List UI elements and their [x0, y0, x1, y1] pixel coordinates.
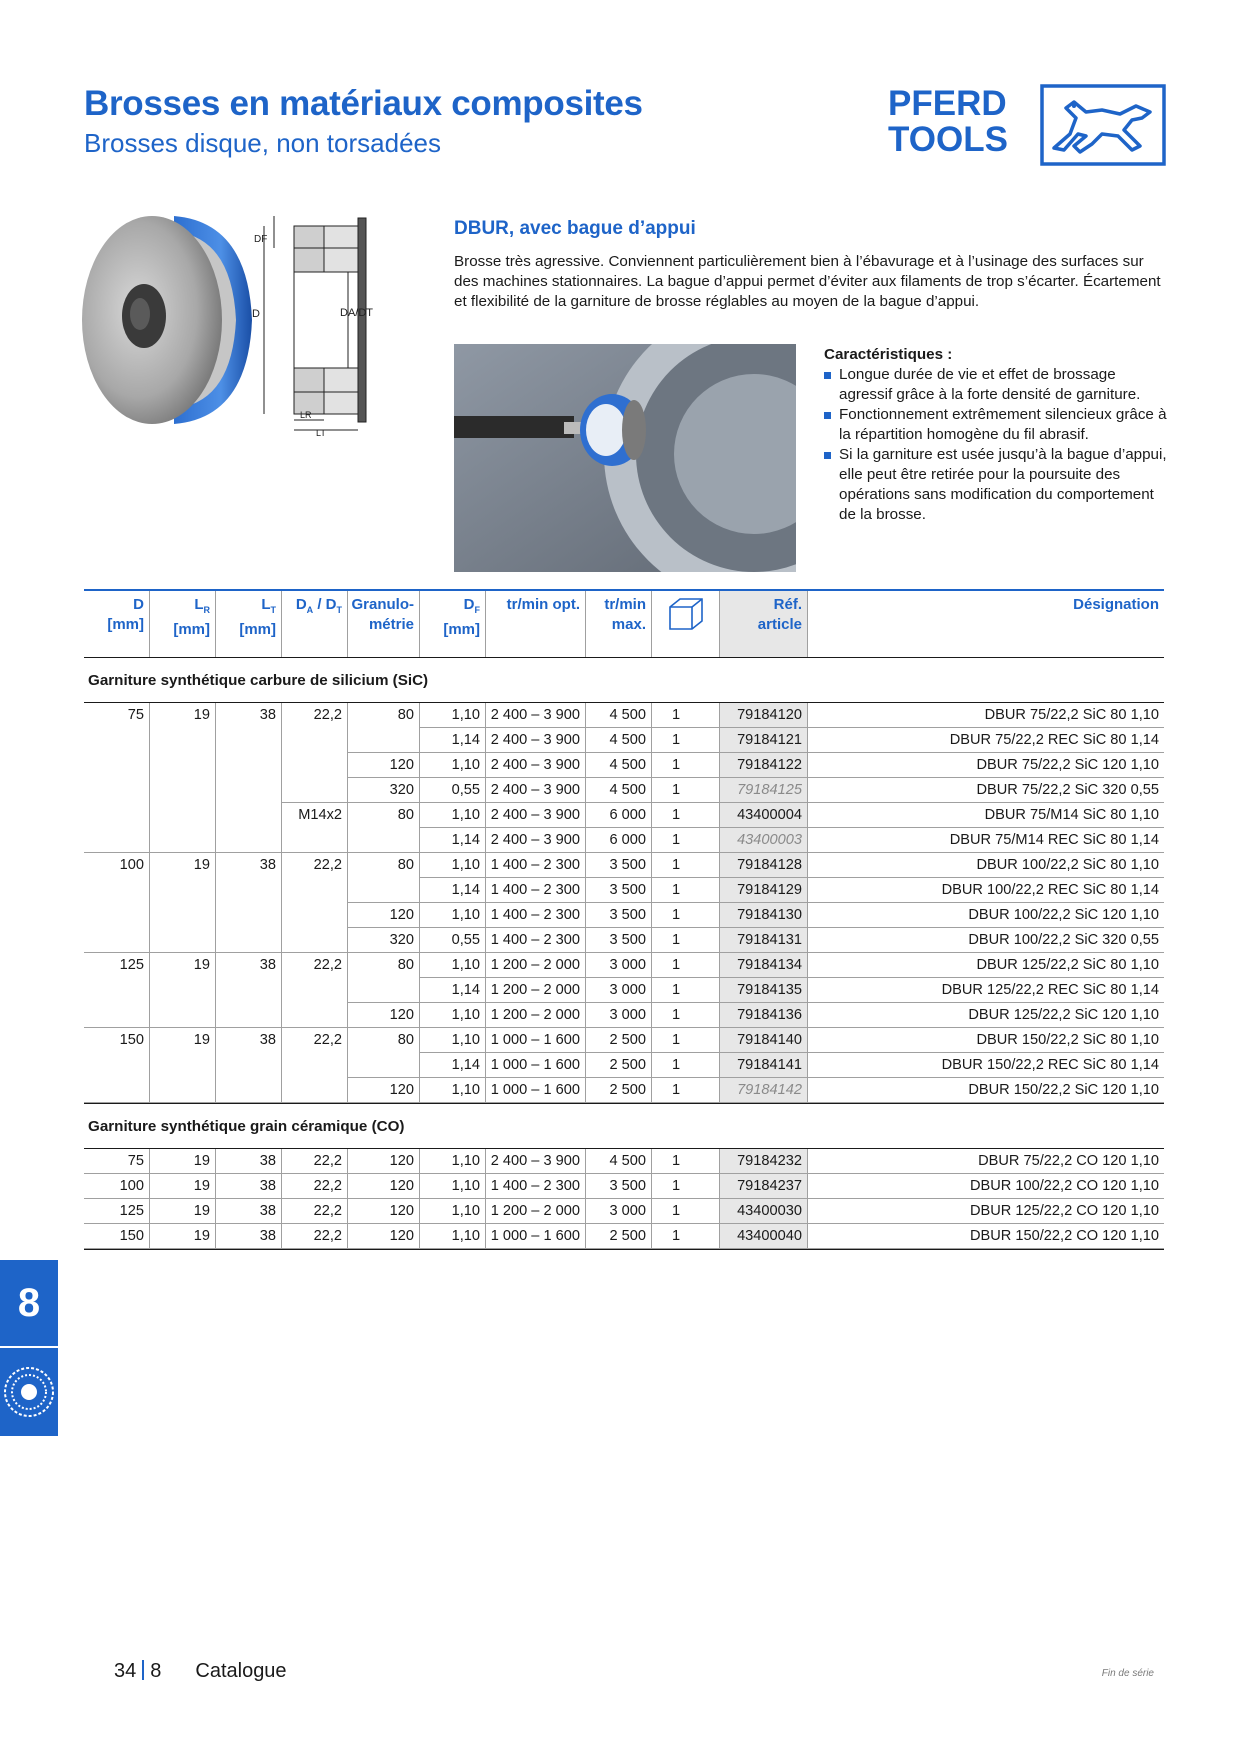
cell-pack: 1	[652, 1028, 720, 1053]
table-row	[84, 1003, 1164, 1028]
cell-da	[282, 753, 348, 778]
cell-ref: 79184141	[720, 1053, 808, 1078]
features-box	[824, 345, 1169, 525]
cell-lt	[216, 753, 282, 778]
cell-da: 22,2	[282, 1224, 348, 1249]
cell-da	[282, 828, 348, 853]
cell-da	[282, 1053, 348, 1078]
col-rpm-max: tr/min max.	[586, 591, 652, 657]
table-row	[84, 1224, 1164, 1249]
cell-d: 125	[84, 1199, 150, 1224]
cell-lt	[216, 803, 282, 828]
cell-pack: 1	[652, 778, 720, 803]
cell-da: 22,2	[282, 1199, 348, 1224]
cell-lt: 38	[216, 1028, 282, 1053]
page-subtitle: Brosses disque, non torsadées	[84, 128, 441, 158]
table-row	[84, 953, 1164, 978]
table-body-co	[84, 1148, 1164, 1250]
cell-df: 1,10	[420, 753, 486, 778]
cell-lr	[150, 803, 216, 828]
cell-pack: 1	[652, 978, 720, 1003]
cell-lt	[216, 903, 282, 928]
cell-grit	[348, 1053, 420, 1078]
logo-wordmark: PFERD TOOLS	[888, 84, 1008, 159]
col-ref: Réf. article	[720, 591, 808, 657]
cell-max: 3 000	[586, 978, 652, 1003]
product-description: Brosse très agressive. Conviennent particulièrement bien à l’ébavurage et à l’usinage des surfaces sur des machines stationnaires. La bague d’appui permet d’éviter aux filaments de trop s’écarter. Écartement et flexibilité de la garniture de brosse réglables au moyen de la bague d’appui.	[454, 253, 1161, 310]
cell-lr	[150, 828, 216, 853]
cell-ref: 79184237	[720, 1174, 808, 1199]
package-icon	[666, 595, 706, 635]
col-d: D [mm]	[84, 591, 150, 657]
cell-max: 2 500	[586, 1224, 652, 1249]
cell-d: 100	[84, 1174, 150, 1199]
cell-grit: 80	[348, 803, 420, 828]
cell-da	[282, 928, 348, 953]
footer-separator	[142, 1660, 144, 1680]
cell-max: 4 500	[586, 1149, 652, 1174]
cell-lt	[216, 878, 282, 903]
table-row	[84, 928, 1164, 953]
cell-lt	[216, 928, 282, 953]
cell-lr: 19	[150, 1149, 216, 1174]
cell-lr: 19	[150, 1199, 216, 1224]
cell-df: 1,10	[420, 703, 486, 728]
cell-rpm: 1 400 – 2 300	[486, 878, 586, 903]
cell-lt: 38	[216, 1149, 282, 1174]
cell-ref: 43400004	[720, 803, 808, 828]
cell-ref: 79184232	[720, 1149, 808, 1174]
cell-pack: 1	[652, 953, 720, 978]
cell-df: 1,14	[420, 978, 486, 1003]
cell-d	[84, 803, 150, 828]
cell-grit: 120	[348, 1174, 420, 1199]
cell-max: 3 500	[586, 853, 652, 878]
cell-pack: 1	[652, 853, 720, 878]
cell-max: 2 500	[586, 1078, 652, 1103]
cell-df: 1,10	[420, 1174, 486, 1199]
cell-grit: 120	[348, 1199, 420, 1224]
table-row	[84, 1078, 1164, 1103]
cell-rpm: 1 000 – 1 600	[486, 1028, 586, 1053]
cell-da	[282, 778, 348, 803]
cell-lt	[216, 728, 282, 753]
cell-da: 22,2	[282, 853, 348, 878]
cell-lr	[150, 878, 216, 903]
cell-grit: 120	[348, 1078, 420, 1103]
cell-df: 1,14	[420, 1053, 486, 1078]
cell-grit: 80	[348, 703, 420, 728]
cell-lr: 19	[150, 1224, 216, 1249]
cell-name: DBUR 125/22,2 SiC 120 1,10	[968, 1007, 1159, 1023]
cell-da: M14x2	[282, 803, 348, 828]
cell-df: 1,14	[420, 828, 486, 853]
cell-da: 22,2	[282, 1149, 348, 1174]
cell-lr	[150, 1003, 216, 1028]
table-row	[84, 1174, 1164, 1199]
cell-rpm: 1 400 – 2 300	[486, 928, 586, 953]
cell-name: DBUR 75/M14 SiC 80 1,10	[984, 807, 1159, 823]
cell-lt: 38	[216, 1174, 282, 1199]
cell-name: DBUR 100/22,2 REC SiC 80 1,14	[941, 882, 1159, 898]
cell-ref: 79184131	[720, 928, 808, 953]
cell-grit	[348, 978, 420, 1003]
cell-lt: 38	[216, 1224, 282, 1249]
features-title: Caractéristiques :	[824, 346, 953, 363]
cell-grit: 80	[348, 853, 420, 878]
footer-label: Catalogue	[195, 1660, 287, 1682]
page-footer	[114, 1660, 287, 1683]
cell-d: 100	[84, 853, 150, 878]
cell-ref: 43400003	[720, 828, 808, 853]
cell-pack: 1	[652, 1174, 720, 1199]
cell-rpm: 2 400 – 3 900	[486, 803, 586, 828]
col-designation: Désignation	[1073, 596, 1159, 613]
table-row	[84, 703, 1164, 728]
brush-product-image	[82, 212, 257, 427]
cell-da	[282, 903, 348, 928]
cell-d	[84, 753, 150, 778]
cell-name: DBUR 75/22,2 SiC 120 1,10	[976, 757, 1159, 773]
cell-ref: 79184120	[720, 703, 808, 728]
table-row	[84, 1149, 1164, 1174]
cell-d	[84, 978, 150, 1003]
cell-lr	[150, 753, 216, 778]
cell-pack: 1	[652, 828, 720, 853]
cell-d	[84, 878, 150, 903]
cell-d: 75	[84, 703, 150, 728]
cell-rpm: 1 200 – 2 000	[486, 953, 586, 978]
cell-da	[282, 728, 348, 753]
cell-lt	[216, 828, 282, 853]
cell-df: 1,10	[420, 1028, 486, 1053]
cell-lr	[150, 778, 216, 803]
cell-name: DBUR 125/22,2 SiC 80 1,10	[976, 957, 1159, 973]
cell-rpm: 1 000 – 1 600	[486, 1053, 586, 1078]
row-divider	[84, 1248, 1164, 1249]
cell-d: 75	[84, 1149, 150, 1174]
col-df: $D_F$ [mm]	[420, 591, 486, 657]
table-row	[84, 1199, 1164, 1224]
page-number: 34	[114, 1660, 137, 1682]
col-lr: $L_R$ [mm]	[150, 591, 216, 657]
cell-grit	[348, 828, 420, 853]
cell-d	[84, 1078, 150, 1103]
table-end-rule	[84, 1103, 1164, 1104]
cell-name: DBUR 125/22,2 CO 120 1,10	[969, 1203, 1159, 1219]
cell-lr	[150, 1078, 216, 1103]
cell-ref: 79184125	[720, 778, 808, 803]
cell-df: 1,10	[420, 953, 486, 978]
cell-d	[84, 728, 150, 753]
cell-grit: 120	[348, 903, 420, 928]
cell-rpm: 2 400 – 3 900	[486, 828, 586, 853]
cell-lt: 38	[216, 953, 282, 978]
product-title: DBUR, avec bague d’appui	[454, 218, 696, 239]
cell-pack: 1	[652, 753, 720, 778]
page-title: Brosses en matériaux composites	[84, 84, 643, 123]
cell-ref: 79184140	[720, 1028, 808, 1053]
cell-d	[84, 903, 150, 928]
cell-max: 3 500	[586, 903, 652, 928]
feature-item: Si la garniture est usée jusqu’à la bague d’appui, elle peut être retirée pour la poursuite des opérations sans modification du comportement de la brosse.	[824, 445, 1169, 525]
table-row	[84, 878, 1164, 903]
cell-lr	[150, 928, 216, 953]
table-row	[84, 828, 1164, 853]
cell-d	[84, 1053, 150, 1078]
cell-lt	[216, 1078, 282, 1103]
cell-d: 125	[84, 953, 150, 978]
cell-ref: 79184121	[720, 728, 808, 753]
cell-ref: 79184136	[720, 1003, 808, 1028]
col-rpm-opt: tr/min opt.	[486, 591, 586, 657]
cell-da	[282, 878, 348, 903]
cell-rpm: 1 400 – 2 300	[486, 1174, 586, 1199]
cell-rpm: 2 400 – 3 900	[486, 778, 586, 803]
cell-name: DBUR 100/22,2 CO 120 1,10	[969, 1178, 1159, 1194]
col-da-dt: $D_A / D_T$	[282, 591, 348, 657]
cell-lr	[150, 903, 216, 928]
cell-name: DBUR 150/22,2 SiC 80 1,10	[976, 1032, 1159, 1048]
cell-name: DBUR 150/22,2 REC SiC 80 1,14	[941, 1057, 1159, 1073]
bullet-icon	[824, 372, 831, 379]
cell-d: 150	[84, 1028, 150, 1053]
cell-grit: 120	[348, 1224, 420, 1249]
cell-lt: 38	[216, 1199, 282, 1224]
cell-d	[84, 1003, 150, 1028]
table-row	[84, 803, 1164, 828]
cell-lr	[150, 978, 216, 1003]
table-row	[84, 778, 1164, 803]
label-lr: LR	[300, 410, 312, 420]
cell-rpm: 1 000 – 1 600	[486, 1078, 586, 1103]
cell-max: 3 000	[586, 953, 652, 978]
cell-ref: 79184142	[720, 1078, 808, 1103]
cell-max: 4 500	[586, 753, 652, 778]
cell-lt	[216, 778, 282, 803]
cell-df: 0,55	[420, 778, 486, 803]
cell-pack: 1	[652, 903, 720, 928]
cell-grit: 120	[348, 753, 420, 778]
cell-ref: 43400040	[720, 1224, 808, 1249]
cell-name: DBUR 100/22,2 SiC 80 1,10	[976, 857, 1159, 873]
cell-max: 3 500	[586, 928, 652, 953]
cell-df: 1,10	[420, 903, 486, 928]
cell-df: 1,10	[420, 1199, 486, 1224]
cell-df: 1,10	[420, 1003, 486, 1028]
cell-lr: 19	[150, 703, 216, 728]
table-row	[84, 903, 1164, 928]
cell-df: 1,14	[420, 878, 486, 903]
cell-pack: 1	[652, 1199, 720, 1224]
cell-df: 0,55	[420, 928, 486, 953]
cell-df: 1,14	[420, 728, 486, 753]
cell-pack: 1	[652, 728, 720, 753]
feature-item: Longue durée de vie et effet de brossage agressif grâce à la forte densité de garniture.	[824, 365, 1169, 405]
cell-pack: 1	[652, 928, 720, 953]
cell-df: 1,10	[420, 853, 486, 878]
col-lt: $L_T$ [mm]	[216, 591, 282, 657]
cell-ref: 79184135	[720, 978, 808, 1003]
brush-category-icon	[0, 1348, 58, 1436]
cell-ref: 79184128	[720, 853, 808, 878]
horse-logo-icon	[1040, 84, 1166, 166]
cell-name: DBUR 100/22,2 SiC 120 1,10	[968, 907, 1159, 923]
cell-rpm: 2 400 – 3 900	[486, 728, 586, 753]
cell-name: DBUR 75/22,2 CO 120 1,10	[978, 1153, 1159, 1169]
row-divider	[84, 1102, 1164, 1103]
cell-lr: 19	[150, 1174, 216, 1199]
cell-da	[282, 978, 348, 1003]
cell-ref: 79184134	[720, 953, 808, 978]
cell-da: 22,2	[282, 1174, 348, 1199]
pferd-tools-logo	[888, 84, 1166, 166]
cell-rpm: 2 400 – 3 900	[486, 1149, 586, 1174]
cell-name: DBUR 150/22,2 CO 120 1,10	[969, 1228, 1159, 1244]
feature-item: Fonctionnement extrêmement silencieux grâce à la répartition homogène du fil abrasif.	[824, 405, 1169, 445]
table-row	[84, 1053, 1164, 1078]
cell-name: DBUR 125/22,2 REC SiC 80 1,14	[941, 982, 1159, 998]
cell-max: 2 500	[586, 1053, 652, 1078]
cell-lr: 19	[150, 953, 216, 978]
cell-da: 22,2	[282, 953, 348, 978]
cell-df: 1,10	[420, 1149, 486, 1174]
cell-d	[84, 778, 150, 803]
cell-lr: 19	[150, 1028, 216, 1053]
cell-rpm: 1 200 – 2 000	[486, 978, 586, 1003]
cell-grit: 120	[348, 1149, 420, 1174]
cell-da	[282, 1078, 348, 1103]
cell-grit: 120	[348, 1003, 420, 1028]
cell-lt: 38	[216, 703, 282, 728]
dimension-drawing	[252, 212, 432, 437]
col-pack	[652, 591, 720, 657]
cell-pack: 1	[652, 703, 720, 728]
table-end-rule	[84, 1249, 1164, 1250]
cell-da: 22,2	[282, 1028, 348, 1053]
chapter-tab: 8	[0, 1260, 58, 1346]
cell-grit: 80	[348, 1028, 420, 1053]
group-title-co: Garniture synthétique grain céramique (CO)	[88, 1118, 405, 1135]
label-lt: LT	[316, 428, 326, 437]
cell-name: DBUR 75/22,2 SiC 320 0,55	[976, 782, 1159, 798]
cell-rpm: 2 400 – 3 900	[486, 753, 586, 778]
cell-d	[84, 928, 150, 953]
cell-lr	[150, 728, 216, 753]
cell-name: DBUR 75/22,2 REC SiC 80 1,14	[949, 732, 1159, 748]
cell-da: 22,2	[282, 703, 348, 728]
cell-lt	[216, 978, 282, 1003]
cell-rpm: 2 400 – 3 900	[486, 703, 586, 728]
bullet-icon	[824, 412, 831, 419]
features-list	[824, 365, 1169, 525]
cell-max: 4 500	[586, 703, 652, 728]
cell-grit: 320	[348, 928, 420, 953]
cell-max: 3 500	[586, 878, 652, 903]
cell-name: DBUR 75/M14 REC SiC 80 1,14	[949, 832, 1159, 848]
cell-name: DBUR 100/22,2 SiC 320 0,55	[968, 932, 1159, 948]
table-row	[84, 1028, 1164, 1053]
cell-ref: 43400030	[720, 1199, 808, 1224]
cell-grit	[348, 878, 420, 903]
cell-max: 2 500	[586, 1028, 652, 1053]
label-d: D	[252, 308, 260, 320]
discontinued-note: Fin de série	[1101, 1668, 1154, 1679]
cell-ref: 79184129	[720, 878, 808, 903]
cell-rpm: 1 000 – 1 600	[486, 1224, 586, 1249]
cell-pack: 1	[652, 1224, 720, 1249]
cell-max: 4 500	[586, 728, 652, 753]
cell-rpm: 1 200 – 2 000	[486, 1199, 586, 1224]
cell-max: 3 500	[586, 1174, 652, 1199]
cell-lr	[150, 1053, 216, 1078]
cell-grit	[348, 728, 420, 753]
cell-max: 3 000	[586, 1003, 652, 1028]
table-row	[84, 853, 1164, 878]
cell-max: 6 000	[586, 828, 652, 853]
table-row	[84, 753, 1164, 778]
cell-pack: 1	[652, 1053, 720, 1078]
cell-pack: 1	[652, 878, 720, 903]
cell-rpm: 1 400 – 2 300	[486, 903, 586, 928]
col-grit: Granulo- métrie	[348, 591, 420, 657]
cell-df: 1,10	[420, 1078, 486, 1103]
group-title-sic: Garniture synthétique carbure de silicium (SiC)	[88, 672, 429, 689]
cell-pack: 1	[652, 1078, 720, 1103]
table-header	[84, 589, 1164, 658]
cell-df: 1,10	[420, 1224, 486, 1249]
cell-lt: 38	[216, 853, 282, 878]
cell-lr: 19	[150, 853, 216, 878]
cell-rpm: 1 200 – 2 000	[486, 1003, 586, 1028]
cell-lt	[216, 1053, 282, 1078]
label-df: DF	[254, 234, 268, 245]
cell-da	[282, 1003, 348, 1028]
cell-df: 1,10	[420, 803, 486, 828]
cell-ref: 79184130	[720, 903, 808, 928]
cell-lt	[216, 1003, 282, 1028]
cell-max: 6 000	[586, 803, 652, 828]
cell-name: DBUR 150/22,2 SiC 120 1,10	[968, 1082, 1159, 1098]
cell-grit: 320	[348, 778, 420, 803]
cell-max: 3 000	[586, 1199, 652, 1224]
cell-max: 4 500	[586, 778, 652, 803]
cell-d: 150	[84, 1224, 150, 1249]
table-row	[84, 728, 1164, 753]
cell-grit: 80	[348, 953, 420, 978]
cell-d	[84, 828, 150, 853]
cell-pack: 1	[652, 803, 720, 828]
table-body-sic	[84, 702, 1164, 1104]
table-row	[84, 978, 1164, 1003]
chapter-number: 8	[150, 1660, 162, 1682]
cell-pack: 1	[652, 1003, 720, 1028]
application-photo	[454, 344, 796, 572]
cell-pack: 1	[652, 1149, 720, 1174]
cell-name: DBUR 75/22,2 SiC 80 1,10	[984, 707, 1159, 723]
bullet-icon	[824, 452, 831, 459]
label-da-dt: DA/DT	[340, 307, 373, 319]
cell-rpm: 1 400 – 2 300	[486, 853, 586, 878]
cell-ref: 79184122	[720, 753, 808, 778]
